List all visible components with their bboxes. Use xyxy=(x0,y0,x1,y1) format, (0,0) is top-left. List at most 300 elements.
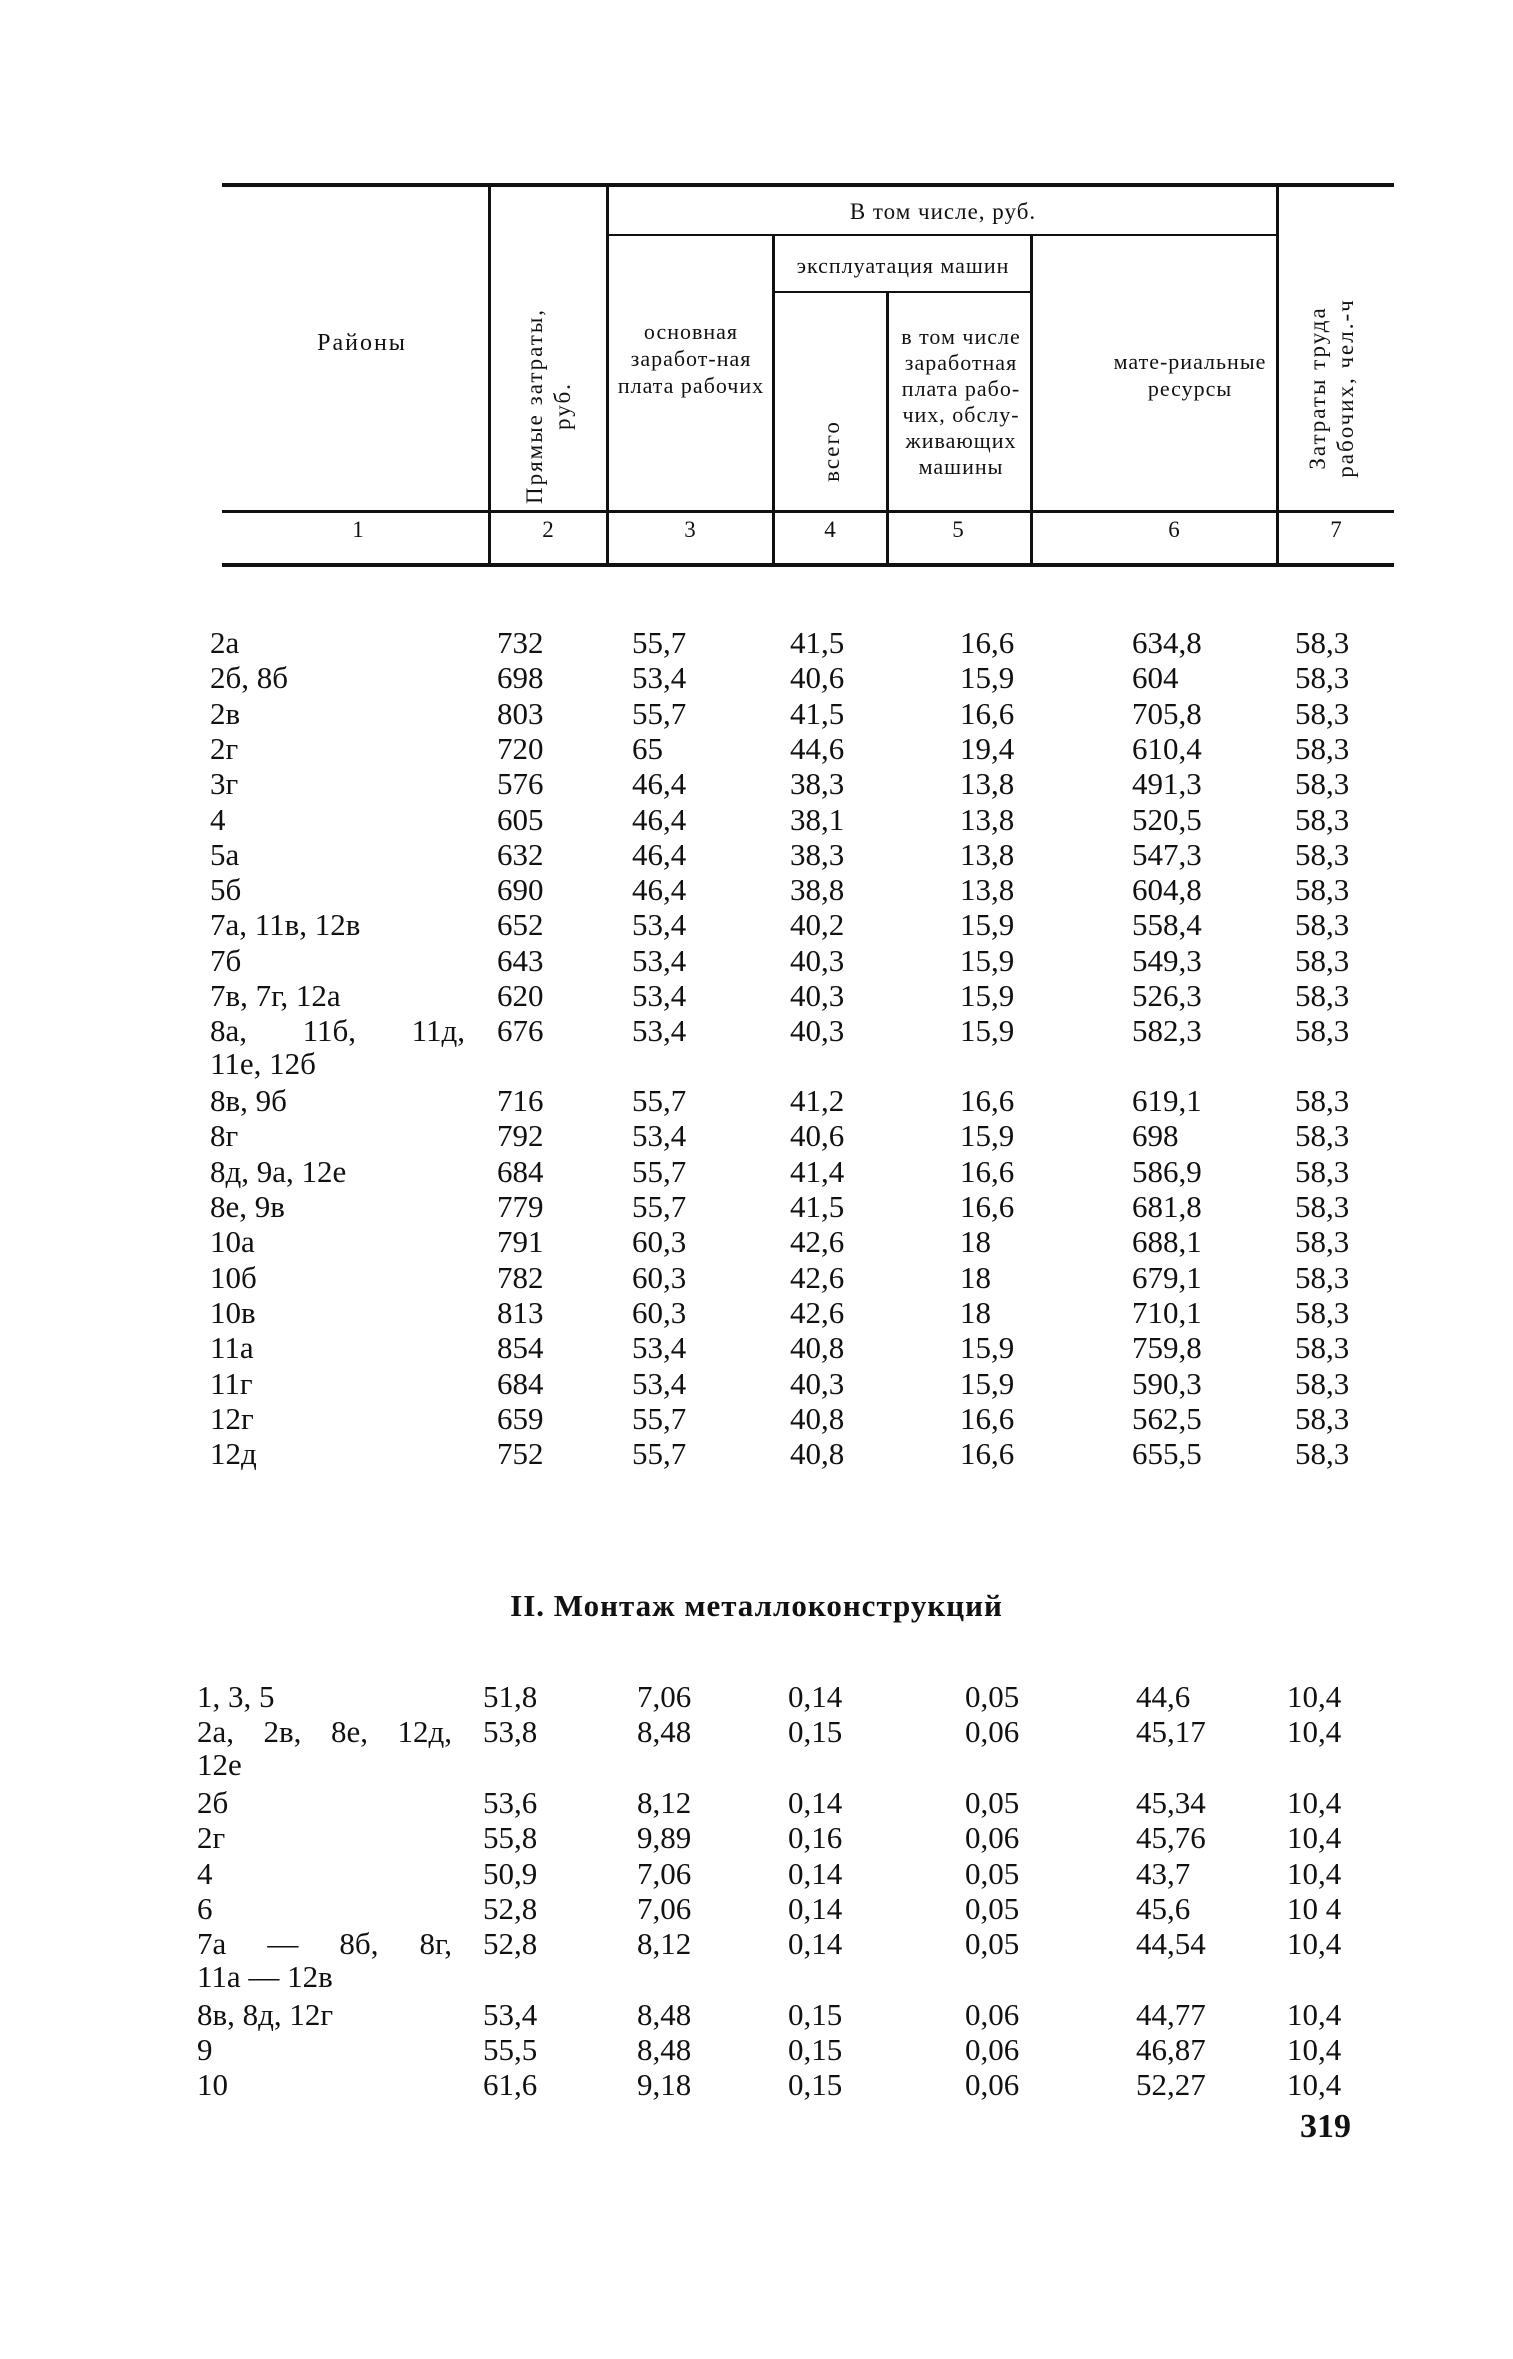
value-cell-col2: 791 xyxy=(497,1224,544,1259)
value-cell-col3: 7,06 xyxy=(637,1856,692,1891)
value-cell-col2: 605 xyxy=(497,802,544,837)
region-cell: 2б, 8б xyxy=(210,660,289,695)
table-row xyxy=(0,943,1513,979)
value-cell-col3: 46,4 xyxy=(632,872,687,907)
table-row xyxy=(0,1891,1513,1927)
value-cell-col2: 782 xyxy=(497,1260,544,1295)
value-cell-col7: 58,3 xyxy=(1295,766,1350,801)
value-cell-col5: 0,05 xyxy=(965,1891,1020,1926)
value-cell-col2: 698 xyxy=(497,660,544,695)
vline-1 xyxy=(488,186,491,566)
value-cell-col5: 0,06 xyxy=(965,1820,1020,1855)
region-cell: 2а, 2в, 8е, 12д, xyxy=(197,1714,452,1749)
value-cell-col3: 60,3 xyxy=(632,1295,687,1330)
value-cell-col7: 58,3 xyxy=(1295,660,1350,695)
value-cell-col2: 61,6 xyxy=(483,2067,538,2102)
colnum-6: 6 xyxy=(1168,517,1180,542)
value-cell-col6: 549,3 xyxy=(1132,943,1202,978)
value-cell-col5: 15,9 xyxy=(960,943,1015,978)
region-cell: 11а xyxy=(210,1330,254,1365)
table-row xyxy=(0,1260,1513,1296)
value-cell-col7: 58,3 xyxy=(1295,625,1350,660)
colnum-1: 1 xyxy=(352,517,364,542)
value-cell-col5: 15,9 xyxy=(960,1330,1015,1365)
value-cell-col2: 732 xyxy=(497,625,544,660)
value-cell-col2: 803 xyxy=(497,696,544,731)
region-cell: 5б xyxy=(210,872,242,907)
value-cell-col4: 40,8 xyxy=(790,1401,845,1436)
vline-3 xyxy=(772,236,775,566)
value-cell-col2: 752 xyxy=(497,1436,544,1471)
value-cell-col4: 41,2 xyxy=(790,1083,845,1118)
table-row xyxy=(0,872,1513,908)
value-cell-col4: 41,5 xyxy=(790,625,845,660)
value-cell-col6: 562,5 xyxy=(1132,1401,1202,1436)
value-cell-col3: 53,4 xyxy=(632,943,687,978)
value-cell-col3: 55,7 xyxy=(632,1154,687,1189)
value-cell-col5: 0,05 xyxy=(965,1785,1020,1820)
value-cell-col7: 10,4 xyxy=(1287,1856,1342,1891)
value-cell-col4: 41,5 xyxy=(790,696,845,731)
value-cell-col7: 58,3 xyxy=(1295,1260,1350,1295)
table-row xyxy=(0,802,1513,838)
region-cell: 2г xyxy=(210,731,239,766)
value-cell-col2: 53,8 xyxy=(483,1714,538,1749)
value-cell-col3: 55,7 xyxy=(632,625,687,660)
region-cell: 12д xyxy=(210,1436,257,1471)
value-cell-col6: 520,5 xyxy=(1132,802,1202,837)
value-cell-col5: 16,6 xyxy=(960,1436,1015,1471)
region-cell: 8в, 9б xyxy=(210,1083,287,1118)
region-cell: 8в, 8д, 12г xyxy=(197,1997,334,2032)
table-row xyxy=(0,625,1513,661)
value-cell-col3: 46,4 xyxy=(632,837,687,872)
value-cell-col3: 53,4 xyxy=(632,660,687,695)
value-cell-col4: 42,6 xyxy=(790,1260,845,1295)
value-cell-col3: 55,7 xyxy=(632,1401,687,1436)
value-cell-col3: 60,3 xyxy=(632,1260,687,1295)
value-cell-col7: 10 4 xyxy=(1287,1891,1342,1926)
value-cell-col7: 58,3 xyxy=(1295,802,1350,837)
table-row xyxy=(0,1330,1513,1366)
table-header xyxy=(222,178,1394,582)
table-row xyxy=(0,1295,1513,1331)
table-row xyxy=(0,1401,1513,1437)
value-cell-col3: 9,89 xyxy=(637,1820,692,1855)
table-row xyxy=(0,660,1513,696)
table-row xyxy=(0,1154,1513,1190)
region-cell: 12г xyxy=(210,1401,254,1436)
value-cell-col6: 526,3 xyxy=(1132,978,1202,1013)
value-cell-col5: 16,6 xyxy=(960,696,1015,731)
table-row xyxy=(0,837,1513,873)
table-row xyxy=(0,907,1513,943)
value-cell-col3: 8,12 xyxy=(637,1926,692,1961)
value-cell-col3: 8,12 xyxy=(637,1785,692,1820)
region-cell: 8е, 9в xyxy=(210,1189,285,1224)
value-cell-col6: 45,6 xyxy=(1136,1891,1191,1926)
table-row xyxy=(0,2032,1513,2068)
value-cell-col3: 60,3 xyxy=(632,1224,687,1259)
value-cell-col5: 16,6 xyxy=(960,625,1015,660)
value-cell-col5: 0,06 xyxy=(965,2067,1020,2102)
value-cell-col7: 58,3 xyxy=(1295,1189,1350,1224)
value-cell-col6: 46,87 xyxy=(1136,2032,1206,2067)
value-cell-col7: 58,3 xyxy=(1295,696,1350,731)
value-cell-col4: 40,3 xyxy=(790,1366,845,1401)
value-cell-col5: 13,8 xyxy=(960,802,1015,837)
value-cell-col2: 53,4 xyxy=(483,1997,538,2032)
value-cell-col6: 44,6 xyxy=(1136,1679,1191,1714)
region-cell: 8г xyxy=(210,1118,239,1153)
value-cell-col5: 18 xyxy=(960,1224,991,1259)
value-cell-col7: 10,4 xyxy=(1287,1997,1342,2032)
value-cell-col6: 45,34 xyxy=(1136,1785,1206,1820)
value-cell-col4: 0,15 xyxy=(788,2032,843,2067)
value-cell-col5: 16,6 xyxy=(960,1154,1015,1189)
region-cell: 7в, 7г, 12а xyxy=(210,978,341,1013)
value-cell-col6: 44,77 xyxy=(1136,1997,1206,2032)
value-cell-col7: 58,3 xyxy=(1295,1295,1350,1330)
region-cell: 9 xyxy=(197,2032,213,2067)
value-cell-col6: 610,4 xyxy=(1132,731,1202,766)
colnum-7: 7 xyxy=(1330,517,1342,542)
value-cell-col6: 590,3 xyxy=(1132,1366,1202,1401)
value-cell-col2: 652 xyxy=(497,907,544,942)
region-cell: 6 xyxy=(197,1891,213,1926)
machines-rule xyxy=(774,291,1032,293)
value-cell-col4: 38,3 xyxy=(790,766,845,801)
colnum-3: 3 xyxy=(684,517,696,542)
vline-4 xyxy=(886,293,889,566)
value-cell-col7: 58,3 xyxy=(1295,1401,1350,1436)
value-cell-col6: 681,8 xyxy=(1132,1189,1202,1224)
value-cell-col3: 8,48 xyxy=(637,2032,692,2067)
value-cell-col2: 676 xyxy=(497,1013,544,1048)
value-cell-col4: 0,14 xyxy=(788,1856,843,1891)
region-cell: 3г xyxy=(210,766,239,801)
value-cell-col2: 52,8 xyxy=(483,1926,538,1961)
value-cell-col3: 8,48 xyxy=(637,1714,692,1749)
region-cell: 11г xyxy=(210,1366,253,1401)
value-cell-col6: 759,8 xyxy=(1132,1330,1202,1365)
value-cell-col5: 15,9 xyxy=(960,1366,1015,1401)
colnum-4: 4 xyxy=(824,517,836,542)
value-cell-col2: 53,6 xyxy=(483,1785,538,1820)
vline-5 xyxy=(1030,236,1033,566)
value-cell-col5: 13,8 xyxy=(960,837,1015,872)
value-cell-col3: 53,4 xyxy=(632,1118,687,1153)
value-cell-col4: 0,15 xyxy=(788,1714,843,1749)
value-cell-col3: 55,7 xyxy=(632,1083,687,1118)
value-cell-col7: 58,3 xyxy=(1295,1118,1350,1153)
value-cell-col5: 0,05 xyxy=(965,1926,1020,1961)
value-cell-col5: 13,8 xyxy=(960,766,1015,801)
region-cell: 7б xyxy=(210,943,242,978)
table-row xyxy=(0,1083,1513,1119)
page-number: 319 xyxy=(1300,2108,1351,2145)
value-cell-col6: 698 xyxy=(1132,1118,1179,1153)
value-cell-col5: 18 xyxy=(960,1260,991,1295)
value-cell-col7: 58,3 xyxy=(1295,872,1350,907)
value-cell-col2: 643 xyxy=(497,943,544,978)
header-col2: Прямые затраты, руб. xyxy=(522,307,575,505)
value-cell-col4: 40,8 xyxy=(790,1436,845,1471)
value-cell-col7: 10,4 xyxy=(1287,1679,1342,1714)
value-cell-col3: 53,4 xyxy=(632,1330,687,1365)
value-cell-col7: 58,3 xyxy=(1295,1224,1350,1259)
header-top-rule xyxy=(222,183,1394,187)
value-cell-col4: 0,16 xyxy=(788,1820,843,1855)
value-cell-col4: 40,2 xyxy=(790,907,845,942)
value-cell-col5: 15,9 xyxy=(960,1013,1015,1048)
value-cell-col4: 0,14 xyxy=(788,1679,843,1714)
value-cell-col7: 10,4 xyxy=(1287,1714,1342,1749)
table-row-continuation xyxy=(0,1747,1513,1783)
value-cell-col2: 690 xyxy=(497,872,544,907)
value-cell-col3: 53,4 xyxy=(632,907,687,942)
value-cell-col7: 58,3 xyxy=(1295,1083,1350,1118)
value-cell-col4: 0,14 xyxy=(788,1926,843,1961)
region-cell: 10 xyxy=(197,2067,228,2102)
value-cell-col5: 15,9 xyxy=(960,978,1015,1013)
value-cell-col6: 582,3 xyxy=(1132,1013,1202,1048)
colnum-2: 2 xyxy=(542,517,554,542)
value-cell-col7: 58,3 xyxy=(1295,837,1350,872)
value-cell-col6: 45,17 xyxy=(1136,1714,1206,1749)
value-cell-col4: 42,6 xyxy=(790,1224,845,1259)
value-cell-col5: 0,06 xyxy=(965,2032,1020,2067)
table-row xyxy=(0,1679,1513,1715)
region-cell: 4 xyxy=(210,802,226,837)
value-cell-col5: 13,8 xyxy=(960,872,1015,907)
value-cell-col3: 7,06 xyxy=(637,1679,692,1714)
table-row-continuation xyxy=(0,1046,1513,1082)
table-row xyxy=(0,1820,1513,1856)
header-col5: в том числе заработная плата рабо-чих, обслу-живающих машины xyxy=(901,324,1021,479)
value-cell-col5: 15,9 xyxy=(960,1118,1015,1153)
value-cell-col4: 40,3 xyxy=(790,978,845,1013)
region-cell-continuation: 12е xyxy=(197,1747,242,1782)
region-cell: 2в xyxy=(210,696,241,731)
value-cell-col2: 55,8 xyxy=(483,1820,538,1855)
value-cell-col6: 655,5 xyxy=(1132,1436,1202,1471)
value-cell-col2: 51,8 xyxy=(483,1679,538,1714)
value-cell-col3: 53,4 xyxy=(632,978,687,1013)
value-cell-col4: 0,14 xyxy=(788,1891,843,1926)
value-cell-col7: 58,3 xyxy=(1295,1330,1350,1365)
value-cell-col7: 10,4 xyxy=(1287,2032,1342,2067)
value-cell-col3: 46,4 xyxy=(632,766,687,801)
value-cell-col4: 40,6 xyxy=(790,660,845,695)
value-cell-col3: 53,4 xyxy=(632,1366,687,1401)
value-cell-col6: 586,9 xyxy=(1132,1154,1202,1189)
value-cell-col5: 0,06 xyxy=(965,1997,1020,2032)
value-cell-col4: 0,14 xyxy=(788,1785,843,1820)
table-row xyxy=(0,696,1513,732)
table-row xyxy=(0,766,1513,802)
region-cell: 10б xyxy=(210,1260,257,1295)
value-cell-col6: 558,4 xyxy=(1132,907,1202,942)
value-cell-col6: 604 xyxy=(1132,660,1179,695)
value-cell-col5: 19,4 xyxy=(960,731,1015,766)
section2-title: II. Монтаж металлоконструкций xyxy=(510,1588,1003,1623)
region-cell: 2а xyxy=(210,625,240,660)
region-cell: 4 xyxy=(197,1856,213,1891)
value-cell-col2: 52,8 xyxy=(483,1891,538,1926)
value-cell-col6: 688,1 xyxy=(1132,1224,1202,1259)
value-cell-col6: 619,1 xyxy=(1132,1083,1202,1118)
value-cell-col2: 55,5 xyxy=(483,2032,538,2067)
region-cell: 7а, 11в, 12в xyxy=(210,907,361,942)
value-cell-col6: 547,3 xyxy=(1132,837,1202,872)
region-cell: 7а — 8б, 8г, xyxy=(197,1926,452,1961)
table-row-continuation xyxy=(0,1959,1513,1995)
region-cell: 10в xyxy=(210,1295,256,1330)
value-cell-col2: 632 xyxy=(497,837,544,872)
region-cell-continuation: 11е, 12б xyxy=(210,1046,316,1081)
region-cell-continuation: 11а — 12в xyxy=(197,1959,333,1994)
value-cell-col6: 634,8 xyxy=(1132,625,1202,660)
value-cell-col4: 40,6 xyxy=(790,1118,845,1153)
header-machines: эксплуатация машин xyxy=(796,253,1010,278)
value-cell-col5: 0,05 xyxy=(965,1856,1020,1891)
value-cell-col2: 854 xyxy=(497,1330,544,1365)
value-cell-col7: 58,3 xyxy=(1295,978,1350,1013)
value-cell-col7: 10,4 xyxy=(1287,1926,1342,1961)
value-cell-col6: 491,3 xyxy=(1132,766,1202,801)
value-cell-col7: 58,3 xyxy=(1295,907,1350,942)
colnum-5: 5 xyxy=(952,517,964,542)
value-cell-col3: 7,06 xyxy=(637,1891,692,1926)
region-cell: 1, 3, 5 xyxy=(197,1679,275,1714)
value-cell-col7: 10,4 xyxy=(1287,1785,1342,1820)
value-cell-col4: 38,8 xyxy=(790,872,845,907)
value-cell-col2: 684 xyxy=(497,1366,544,1401)
table-row xyxy=(0,1118,1513,1154)
value-cell-col3: 46,4 xyxy=(632,802,687,837)
value-cell-col4: 44,6 xyxy=(790,731,845,766)
table-row xyxy=(0,1224,1513,1260)
table-row xyxy=(0,1714,1513,1750)
value-cell-col4: 40,8 xyxy=(790,1330,845,1365)
value-cell-col5: 0,06 xyxy=(965,1714,1020,1749)
value-cell-col4: 40,3 xyxy=(790,1013,845,1048)
table-row xyxy=(0,2067,1513,2103)
table-row xyxy=(0,731,1513,767)
value-cell-col2: 50,9 xyxy=(483,1856,538,1891)
value-cell-col2: 659 xyxy=(497,1401,544,1436)
value-cell-col6: 679,1 xyxy=(1132,1260,1202,1295)
region-cell: 2г xyxy=(197,1820,226,1855)
table-row xyxy=(0,1856,1513,1892)
value-cell-col4: 41,5 xyxy=(790,1189,845,1224)
group-rule xyxy=(608,234,1278,236)
value-cell-col3: 53,4 xyxy=(632,1013,687,1048)
value-cell-col2: 792 xyxy=(497,1118,544,1153)
value-cell-col7: 58,3 xyxy=(1295,943,1350,978)
header-col4: всего xyxy=(819,420,844,482)
value-cell-col6: 45,76 xyxy=(1136,1820,1206,1855)
header-col1: Районы xyxy=(317,330,407,356)
value-cell-col7: 58,3 xyxy=(1295,1154,1350,1189)
value-cell-col4: 38,1 xyxy=(790,802,845,837)
value-cell-col5: 15,9 xyxy=(960,907,1015,942)
value-cell-col7: 58,3 xyxy=(1295,1366,1350,1401)
table-row xyxy=(0,1436,1513,1472)
header-col6: мате-риальные ресурсы xyxy=(1113,349,1267,401)
value-cell-col6: 44,54 xyxy=(1136,1926,1206,1961)
value-cell-col5: 15,9 xyxy=(960,660,1015,695)
value-cell-col3: 9,18 xyxy=(637,2067,692,2102)
value-cell-col7: 10,4 xyxy=(1287,2067,1342,2102)
region-cell: 8д, 9а, 12е xyxy=(210,1154,347,1189)
vline-2 xyxy=(606,186,609,566)
value-cell-col3: 55,7 xyxy=(632,1436,687,1471)
region-cell: 10а xyxy=(210,1224,255,1259)
value-cell-col5: 16,6 xyxy=(960,1401,1015,1436)
value-cell-col5: 18 xyxy=(960,1295,991,1330)
table-row xyxy=(0,1189,1513,1225)
region-cell: 2б xyxy=(197,1785,229,1820)
value-cell-col5: 0,05 xyxy=(965,1679,1020,1714)
value-cell-col6: 43,7 xyxy=(1136,1856,1191,1891)
value-cell-col7: 58,3 xyxy=(1295,731,1350,766)
value-cell-col2: 684 xyxy=(497,1154,544,1189)
header-bottom-rule xyxy=(222,563,1394,567)
table-row xyxy=(0,1926,1513,1962)
vline-6 xyxy=(1276,186,1279,566)
table-row xyxy=(0,978,1513,1014)
value-cell-col2: 576 xyxy=(497,766,544,801)
region-cell: 5а xyxy=(210,837,240,872)
value-cell-col6: 52,27 xyxy=(1136,2067,1206,2102)
value-cell-col4: 42,6 xyxy=(790,1295,845,1330)
value-cell-col5: 16,6 xyxy=(960,1189,1015,1224)
value-cell-col2: 813 xyxy=(497,1295,544,1330)
value-cell-col2: 620 xyxy=(497,978,544,1013)
value-cell-col7: 58,3 xyxy=(1295,1013,1350,1048)
header-group: В том числе, руб. xyxy=(849,199,1037,224)
table-row xyxy=(0,1785,1513,1821)
value-cell-col2: 779 xyxy=(497,1189,544,1224)
value-cell-col5: 16,6 xyxy=(960,1083,1015,1118)
region-cell: 8а, 11б, 11д, xyxy=(210,1013,465,1048)
header-col3: основная заработ-ная плата рабочих xyxy=(617,319,765,398)
value-cell-col3: 55,7 xyxy=(632,696,687,731)
value-cell-col4: 41,4 xyxy=(790,1154,845,1189)
value-cell-col6: 705,8 xyxy=(1132,696,1202,731)
table-row xyxy=(0,1013,1513,1049)
value-cell-col2: 716 xyxy=(497,1083,544,1118)
table-row xyxy=(0,1366,1513,1402)
value-cell-col2: 720 xyxy=(497,731,544,766)
table-row xyxy=(0,1997,1513,2033)
value-cell-col7: 58,3 xyxy=(1295,1436,1350,1471)
value-cell-col4: 0,15 xyxy=(788,1997,843,2032)
value-cell-col6: 604,8 xyxy=(1132,872,1202,907)
value-cell-col4: 0,15 xyxy=(788,2067,843,2102)
value-cell-col6: 710,1 xyxy=(1132,1295,1202,1330)
value-cell-col3: 65 xyxy=(632,731,663,766)
value-cell-col3: 55,7 xyxy=(632,1189,687,1224)
value-cell-col3: 8,48 xyxy=(637,1997,692,2032)
header-label-rule xyxy=(222,510,1394,513)
header-col7: Затраты труда рабочих, чел.-ч xyxy=(1305,298,1358,478)
value-cell-col7: 10,4 xyxy=(1287,1820,1342,1855)
value-cell-col4: 38,3 xyxy=(790,837,845,872)
value-cell-col4: 40,3 xyxy=(790,943,845,978)
